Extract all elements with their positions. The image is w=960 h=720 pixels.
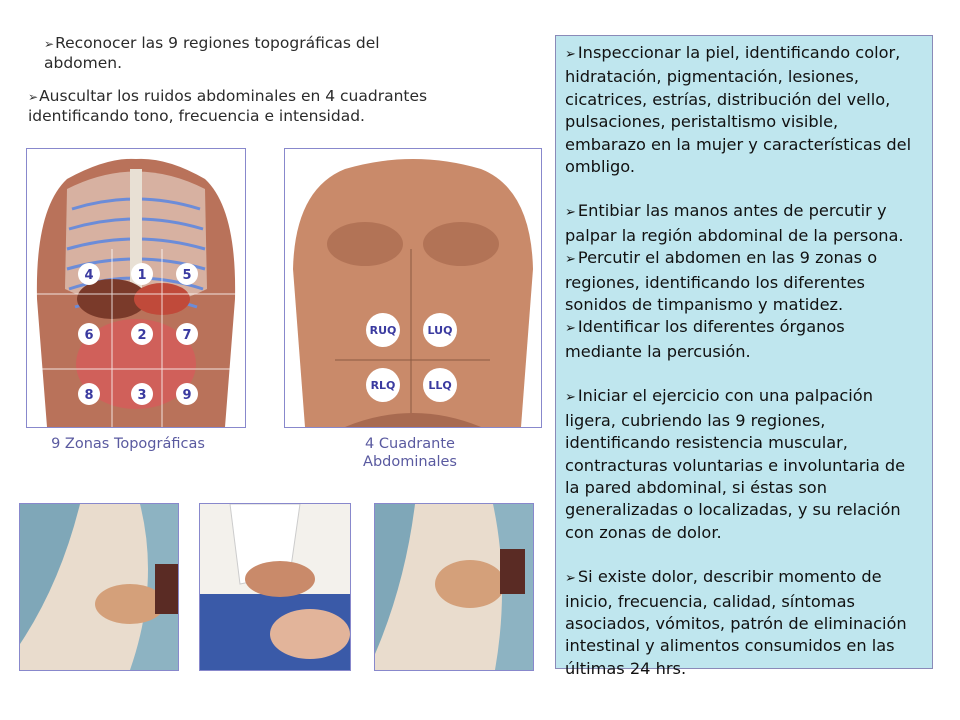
instruction-item: ➢ Identificar los diferentes órganos mediante la percusión.	[565, 317, 845, 361]
quadrant-label: LLQ	[428, 379, 452, 392]
arrow-bullet-icon: ➢	[44, 37, 55, 51]
instruction-item: ➢ Percutir el abdomen en las 9 zonas o regiones, identificando los diferentes sonidos de timpanismo y matidez.	[565, 248, 878, 315]
arrow-bullet-icon: ➢	[565, 571, 576, 587]
zone-number: 2	[137, 328, 147, 343]
zone-number: 9	[182, 388, 192, 403]
arrow-bullet-icon: ➢	[28, 90, 39, 104]
arrow-bullet-icon: ➢	[565, 252, 576, 268]
zone-number: 4	[84, 268, 94, 283]
arrow-bullet-icon: ➢	[565, 390, 576, 406]
instruction-item: ➢ Entibiar las manos antes de percutir y palpar la región abdominal de la persona.	[565, 201, 904, 245]
zone-number: 6	[84, 328, 94, 343]
zone-number: 1	[137, 268, 147, 283]
palpation-photo-1	[19, 503, 179, 671]
instruction-item: ➢ Si existe dolor, describir momento de inicio, frecuencia, calidad, síntomas asociados, vómitos, patrón de eliminación intestinal y alimentos consumidos en las últimas 24 hrs.	[565, 567, 907, 678]
bullet-regions	[44, 34, 424, 73]
bullet-regions-text: Reconocer las 9 regiones topográficas del abdomen.	[44, 34, 380, 72]
zone-number: 5	[182, 268, 192, 283]
caption-nine-zones: 9 Zonas Topográficas	[51, 436, 205, 452]
instruction-item: ➢ Inspeccionar la piel, identificando color, hidratación, pigmentación, lesiones, cicatrices, estrías, distribución del vello, pulsaciones, peristaltismo visible, embarazo en la mujer y características del ombligo.	[565, 43, 912, 177]
arrow-bullet-icon: ➢	[565, 321, 576, 337]
four-quadrants-image	[284, 148, 542, 428]
bullet-auscultation-text: Auscultar los ruidos abdominales en 4 cuadrantes identificando tono, frecuencia e intensidad.	[28, 87, 428, 125]
bullet-auscultation	[28, 87, 448, 126]
zone-number: 7	[182, 328, 192, 343]
quadrant-label: RLQ	[370, 379, 396, 392]
caption-four-quadrants: 4 Cuadrante Abdominales	[363, 436, 457, 470]
arrow-bullet-icon: ➢	[565, 47, 576, 62]
arrow-bullet-icon: ➢	[565, 205, 576, 221]
zone-number: 8	[84, 388, 94, 403]
instruction-item: ➢ Iniciar el ejercicio con una palpación ligera, cubriendo las 9 regiones, identificando resistencia muscular, contracturas voluntarias e involuntaria de la pared abdominal, si éstas son generalizadas o localizadas, y su relación con zonas de dolor.	[565, 386, 906, 542]
quadrant-label: LUQ	[427, 324, 453, 337]
palpation-photo-3	[374, 503, 534, 671]
instructions-box	[555, 35, 933, 678]
nine-zones-image	[26, 148, 246, 428]
palpation-photo-2	[199, 503, 351, 671]
quadrant-label: RUQ	[369, 324, 397, 337]
zone-number: 3	[137, 388, 147, 403]
